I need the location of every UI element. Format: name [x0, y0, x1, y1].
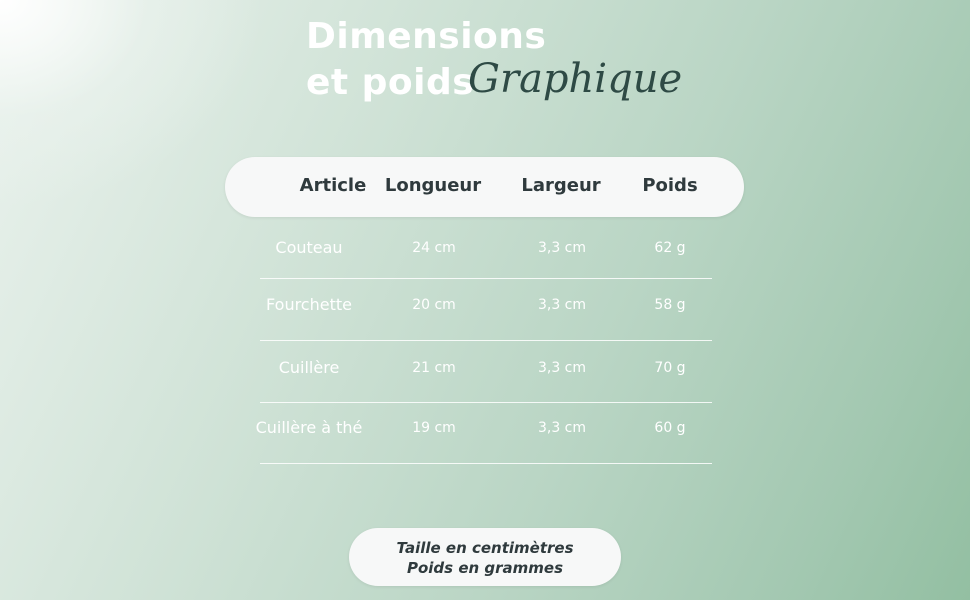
cell-poids: 70 g — [654, 360, 686, 376]
cell-largeur: 3,3 cm — [537, 297, 587, 313]
cell-poids: 58 g — [654, 297, 686, 313]
header-article: Article — [299, 175, 367, 196]
cell-longueur: 20 cm — [412, 297, 456, 313]
cell-poids: 60 g — [654, 420, 686, 436]
title-script-word: Graphique — [468, 56, 683, 102]
row-divider — [260, 402, 712, 403]
table-header — [225, 157, 744, 217]
header-largeur: Largeur — [521, 175, 601, 196]
cell-article: Fourchette — [266, 295, 352, 314]
cell-article: Cuillère — [278, 358, 340, 377]
cell-poids: 62 g — [654, 240, 686, 256]
cell-largeur: 3,3 cm — [537, 360, 587, 376]
cell-longueur: 21 cm — [412, 360, 456, 376]
title-line-et-poids: et poids — [306, 62, 475, 103]
page-title — [306, 12, 726, 122]
row-divider — [260, 340, 712, 341]
row-divider — [260, 278, 712, 279]
row-divider — [260, 463, 712, 464]
cell-longueur: 19 cm — [412, 420, 456, 436]
units-note-weight: Poids en grammes — [406, 559, 564, 577]
cell-largeur: 3,3 cm — [537, 240, 587, 256]
cell-article: Cuillère à thé — [255, 418, 363, 437]
header-poids: Poids — [642, 175, 698, 196]
units-note — [349, 528, 621, 586]
title-line-dimensions: Dimensions — [306, 16, 547, 57]
units-note-size: Taille en centimètres — [396, 539, 574, 557]
header-longueur: Longueur — [384, 175, 482, 196]
cell-longueur: 24 cm — [412, 240, 456, 256]
cell-article: Couteau — [275, 238, 343, 257]
cell-largeur: 3,3 cm — [537, 420, 587, 436]
